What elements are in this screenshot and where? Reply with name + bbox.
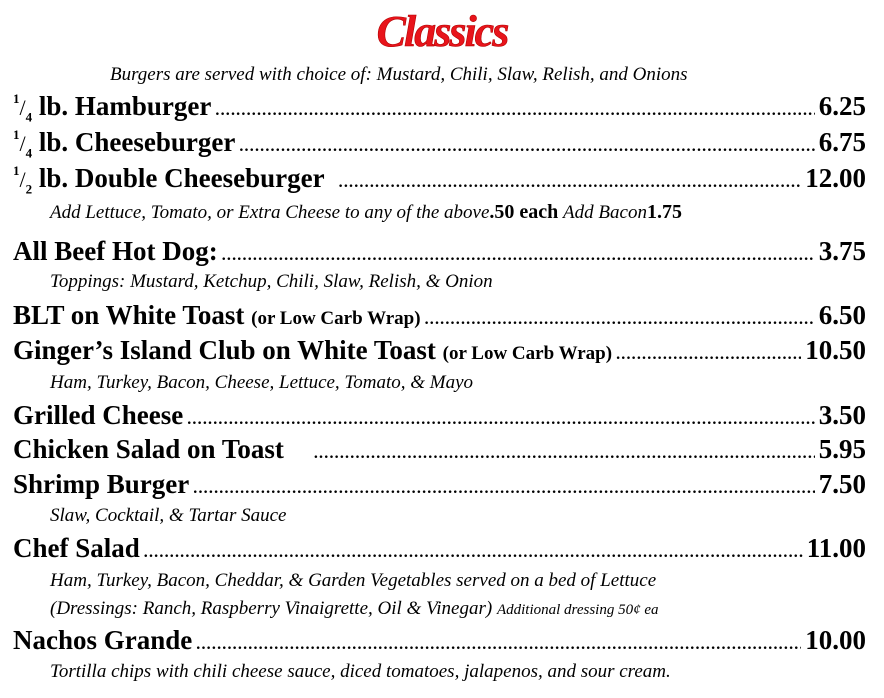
- club-description: Ham, Turkey, Bacon, Cheese, Lettuce, Tomato, & Mayo: [50, 372, 474, 393]
- dot-leader: [616, 346, 801, 364]
- item-name: Grilled Cheese: [13, 400, 184, 430]
- menu-item-cheeseburger: [13, 127, 866, 161]
- dot-leader: [215, 102, 814, 120]
- item-note: (or Low Carb Wrap): [251, 308, 421, 329]
- shrimp-description: Slaw, Cocktail, & Tartar Sauce: [50, 505, 287, 526]
- menu-item-chicken-salad: [13, 434, 866, 468]
- dot-leader: [339, 174, 802, 192]
- item-name: lb. Double Cheeseburger: [32, 163, 325, 193]
- dot-leader: [239, 138, 814, 156]
- item-price: 6.25: [818, 91, 866, 121]
- menu-item-hot-dog: [13, 236, 866, 270]
- burgers-note: Burgers are served with choice of: Mustard, Chili, Slaw, Relish, and Onions: [110, 64, 688, 85]
- menu-item-grilled-cheese: [13, 400, 866, 434]
- add-ons-note: Add Lettuce, Tomato, or Extra Cheese to any of the above.50 each Add Bacon1.75: [50, 201, 682, 223]
- item-name: lb. Hamburger: [32, 91, 212, 121]
- item-name: Chicken Salad on Toast: [13, 434, 284, 464]
- item-price: 10.00: [805, 625, 866, 655]
- item-name: Ginger’s Island Club on White Toast: [13, 335, 436, 365]
- item-name: Chef Salad: [13, 533, 140, 563]
- item-price: 11.00: [806, 533, 866, 563]
- dot-leader: [144, 544, 803, 562]
- item-name: BLT on White Toast: [13, 300, 245, 330]
- menu-item-club: [13, 335, 866, 369]
- menu-item-double-cheeseburger: [13, 163, 866, 197]
- menu-item-blt: [13, 300, 866, 334]
- nachos-description: Tortilla chips with chili cheese sauce, diced tomatoes, jalapenos, and sour cream.: [50, 661, 671, 682]
- dot-leader: [187, 411, 815, 429]
- fraction: $^1/_2$: [13, 163, 33, 197]
- fraction: $^1/_4$: [13, 127, 33, 161]
- item-name: lb. Cheeseburger: [32, 127, 236, 157]
- menu-item-nachos: [13, 625, 866, 659]
- item-price: 3.75: [818, 236, 866, 266]
- item-price: 5.95: [818, 434, 866, 464]
- fraction: $^1/_4$: [13, 91, 33, 125]
- dot-leader: [193, 480, 814, 498]
- item-price: 12.00: [805, 163, 866, 193]
- dot-leader: [196, 636, 801, 654]
- item-price: 10.50: [805, 335, 866, 365]
- item-note: (or Low Carb Wrap): [442, 343, 613, 364]
- item-name: Nachos Grande: [13, 625, 193, 655]
- item-price: 6.50: [818, 300, 866, 330]
- dot-leader: [425, 311, 815, 329]
- item-name: All Beef Hot Dog:: [13, 236, 218, 266]
- menu-item-chef-salad: [13, 533, 866, 567]
- section-title: Classics: [376, 7, 508, 56]
- chef-description: Ham, Turkey, Bacon, Cheddar, & Garden Vegetables served on a bed of Lettuce: [50, 570, 657, 591]
- menu-item-shrimp-burger: [13, 469, 866, 503]
- hotdog-toppings: Toppings: Mustard, Ketchup, Chili, Slaw, Relish, & Onion: [50, 271, 493, 292]
- item-price: 6.75: [818, 127, 866, 157]
- menu-item-hamburger: [13, 91, 866, 125]
- chef-dressings: (Dressings: Ranch, Raspberry Vinaigrette, Oil & Vinegar) Additional dressing 50¢ ea: [50, 598, 659, 619]
- item-price: 7.50: [818, 469, 866, 499]
- chef-extra-dressing: Additional dressing 50¢ ea: [496, 602, 659, 618]
- item-price: 3.50: [818, 400, 866, 430]
- dot-leader: [222, 247, 815, 265]
- item-name: Shrimp Burger: [13, 469, 190, 499]
- dot-leader: [314, 445, 815, 463]
